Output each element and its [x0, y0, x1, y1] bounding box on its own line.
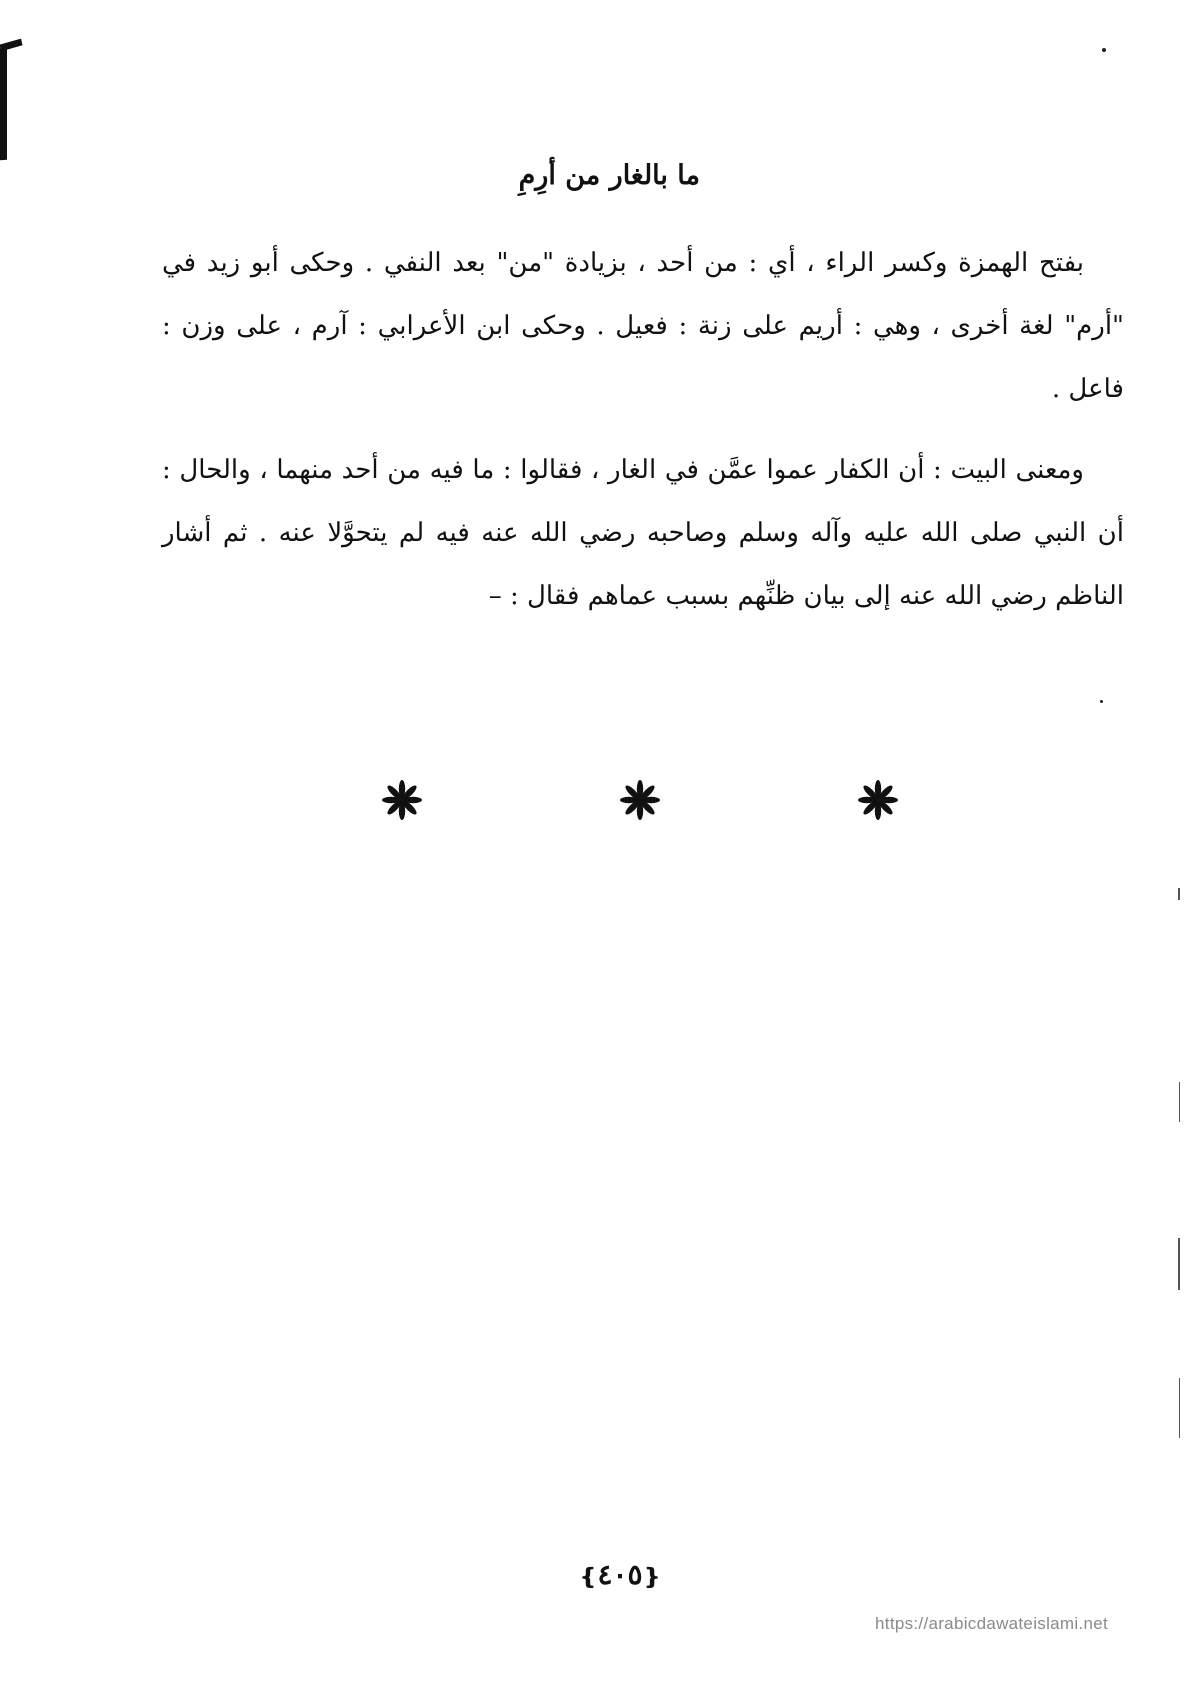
asterisk-flower-icon	[856, 778, 900, 822]
scan-margin-line	[1178, 888, 1180, 900]
scan-speck	[1102, 48, 1106, 52]
source-watermark: https://arabicdawateislami.net	[875, 1614, 1108, 1633]
page-number-open-brace: ❴	[642, 1564, 661, 1590]
paragraph: ومعنى البيت : أن الكفار عموا عمَّن في الغار ، فقالوا : ما فيه من أحد منهما ، والحال : أن النبي صلى الله عليه وآله وسلم وصاحبه رضي الله عنه فيه لم يتحوَّلا عنه . ثم أشار الناظم رضي الله عنه إلى بيان ظنِّهم بسبب عماهم فقال : –	[162, 455, 1124, 611]
page-number-close-brace: ❵	[579, 1564, 598, 1590]
scan-margin-line	[1178, 1238, 1180, 1290]
page-number-value: ٤٠٥	[597, 1558, 643, 1591]
scan-edge-mark	[0, 48, 7, 160]
scan-margin-line	[1179, 1082, 1180, 1122]
scan-margin-line	[1179, 1378, 1180, 1438]
page-number	[560, 1558, 680, 1591]
paragraph: بفتح الهمزة وكسر الراء ، أي : من أحد ، بزيادة "من" بعد النفي . وحكى أبو زيد في "أرم" لغة أخرى ، وهي : أريم على زنة : فعيل . وحكى ابن الأعرابي : آرم ، على وزن : فاعل .	[162, 248, 1124, 404]
body-text	[162, 232, 1124, 628]
section-divider-ornaments	[380, 778, 900, 822]
scan-speck	[1100, 700, 1103, 703]
asterisk-flower-icon	[380, 778, 424, 822]
asterisk-flower-icon	[618, 778, 662, 822]
section-heading: ما بالغار من أرِمِ	[518, 160, 700, 191]
